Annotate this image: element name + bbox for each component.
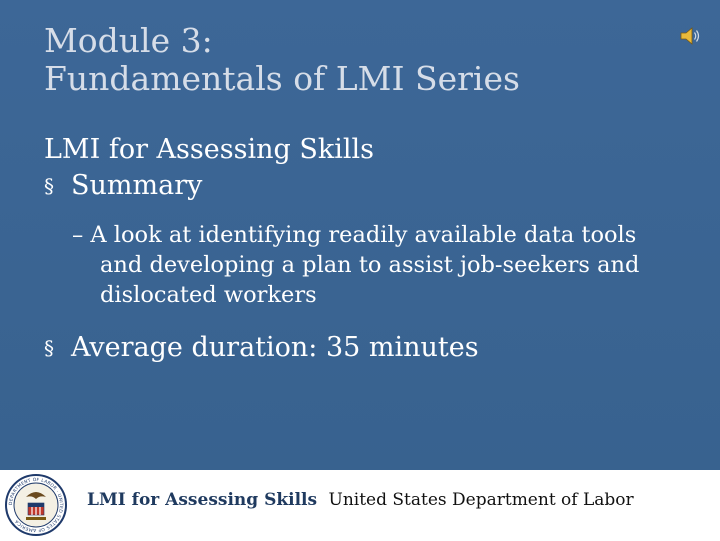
sub-bullet-text: A look at identifying readily available data tools and developing a plan to assist job-seekers and dislocated workers <box>90 222 640 308</box>
seal-lettering: DEPARTMENT OF LABOR · UNITED STATES OF AMERICA <box>8 477 64 533</box>
footer-course-title: LMI for Assessing Skills <box>87 490 318 510</box>
footer-caption <box>87 490 634 510</box>
footer-department: United States Department of Labor <box>328 490 634 510</box>
slide-title <box>44 22 520 98</box>
bullet-summary-label: Summary <box>71 170 203 201</box>
bullet-marker: § <box>44 174 54 198</box>
bullet-summary <box>44 168 684 204</box>
section-heading: LMI for Assessing Skills <box>44 134 374 165</box>
slide-title-line-1: Module 3: <box>44 21 213 60</box>
sub-bullet-summary <box>44 220 684 310</box>
bullet-duration-label: Average duration: 35 minutes <box>71 332 479 363</box>
slide-title-line-2: Fundamentals of LMI Series <box>44 59 520 98</box>
sub-bullet-marker: – <box>72 222 84 248</box>
bullet-duration <box>44 330 684 366</box>
slide-content <box>44 132 684 366</box>
slide-footer <box>0 470 720 540</box>
bullet-marker: § <box>44 336 54 360</box>
dol-seal <box>4 473 68 537</box>
speaker-icon[interactable] <box>678 24 702 48</box>
